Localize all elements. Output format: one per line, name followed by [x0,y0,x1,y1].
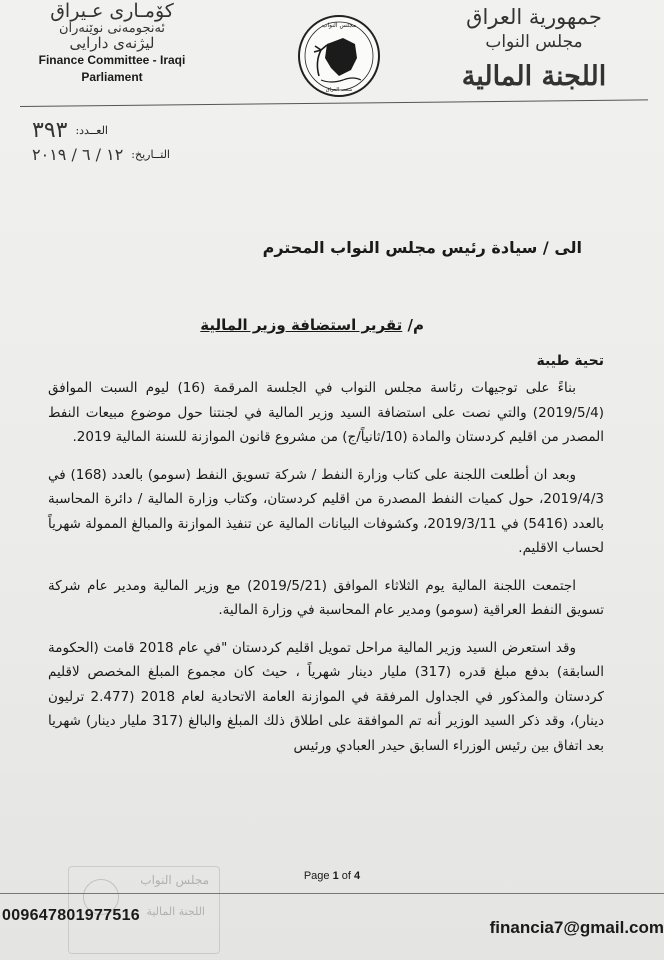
footer-email: financia7@gmail.com [489,918,664,937]
page-indicator-current: 1 [332,870,339,882]
letterhead-committee: اللجنة المالية [461,61,607,92]
paragraph: وقد استعرض السيد وزير المالية مراحل تمويل اقليم كردستان "في عام 2018 قامت (الحكومة السابقة) بدفع مبلغ قدره (317) مليار دينار شهرياً ، حيث كان مجموع المبلغ المخصص لاقليم كردستان والمذكور في الجداول المرفقة في الموازنة العامة الاتحادية لعام 2018 (2.477 ترليون دينار)، وقد ذكر السيد الوزير أنه تم الموافقة على اطلاق ذلك المبلغ والبالغ (317 مليار دينار) شهريا بعد اتفاق بين رئيس الوزراء السابق حيدر العبادي ورئيس [48,639,605,754]
reference-block [32,118,212,166]
reference-date-label: التــاريخ: [131,147,170,161]
addressee: الى / سيادة رئيس مجلس النواب المحترم [262,238,582,257]
reference-number-value: ٣٩٣ [32,117,68,143]
footer-phone: 009647801977516 [2,907,140,924]
letterhead-kurdish-parliament: ئەنجومەنی نوێنەران [58,20,166,36]
subject-text: تقرير استضافة وزير المالية [200,316,403,334]
letterhead-kurdish-country: كۆمـاری عـیراق [50,0,174,22]
letterhead-left [22,2,202,85]
letterhead-republic: جمهورية العراق [466,5,602,29]
stamp-line1: مجلس النواب [140,873,209,887]
subject-line [200,316,424,334]
footer-divider [0,893,664,894]
page-indicator-prefix: Page [303,870,330,882]
reference-date-row [32,142,212,166]
letterhead-parliament: مجلس النواب [485,32,583,52]
parliament-emblem-icon [297,14,381,98]
letterhead-kurdish-committee: لیژنەی دارایی [69,33,155,52]
reference-number-label: العــدد: [75,123,108,137]
paragraph: بناءً على توجيهات رئاسة مجلس النواب في الجلسة المرقمة (16) ليوم السبت الموافق (2019/5/4) والتي نصت على استضافة السيد وزير المالية في لجنتنا حول موضوع مبيعات النفط المصدر من اقليم كردستان والمادة (10/ثانياً/ج) من مشروع قانون الموازنة للسنة المالية 2019. [48,380,604,445]
letterhead-english-line2: Parliament [81,70,143,85]
subject-prefix: م/ [407,316,424,334]
page-indicator-of: of [341,870,351,882]
page-indicator-total: 4 [354,870,361,882]
letterhead-english-line1: Finance Committee - Iraqi [38,53,186,68]
reference-number-row [32,118,212,142]
letterhead-divider [20,99,648,107]
paragraph: وبعد ان أطلعت اللجنة على كتاب وزارة النفط / شركة تسويق النفط (سومو) بالعدد (168) في 2019/4/3، حول كميات النفط المصدرة من اقليم كردستان، وكتاب وزارة المالية / دائرة المحاسبة بالعدد (5416) في 2019/3/11، وكشوفات البيانات المالية عن تنفيذ الموازنة والمبالغ الممولة شهرياً لحساب الاقليم. [48,466,605,556]
stamp-line2: اللجنة المالية [146,905,205,918]
emblem-bottom-text: شعب العراق [325,87,353,93]
paragraph: اجتمعت اللجنة المالية يوم الثلاثاء الموافق (2019/5/21) مع وزير المالية ومدير عام شركة تسويق النفط العراقية (سومو) ومدير عام المحاسبة في وزارة المالية. [48,577,604,618]
greeting: تحية طيبة [536,353,604,369]
emblem-top-text: مجلس النواب [321,22,357,29]
page-indicator [0,870,664,882]
letter-body [48,376,604,771]
letterhead-right [434,4,634,94]
reference-date-value: ١٢ / ٦ / ٢٠١٩ [32,144,124,164]
